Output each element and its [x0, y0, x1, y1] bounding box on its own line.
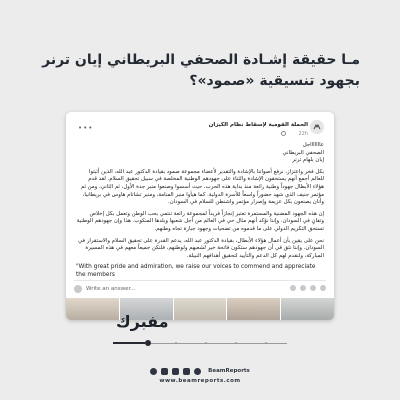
post-header	[76, 118, 324, 142]
headline-line-2: بجهود تنسيقية «صمود»؟	[189, 73, 360, 89]
post-paragraph: عاااااااجل	[302, 142, 324, 148]
verdict-scale	[113, 340, 287, 346]
post-paragraph: بكل فخر واعتزاز، نرفع أصواتنا بالإشادة والتقدير لأعضاء مجموعة صمود بقيادة الدكتور عبد الله، الذين أثبتوا للعالم أجمع أنهم يستحقون الإشادة والثناء على جهودهم الوطنية المخلصة في سبيل تحقيق السلام. لقد قدم هؤلاء الأبطال جهوداً وطنية رائعة منذ بداية هذه الحرب، حيث أسسوا وصنعوا منبر جدة الأول، ثم الثاني، ومن ثم مؤتمر جنيف الذي شهد حضوراً واسعاً للأسرة الدولية. كما هيأوا منبر المنامة، ومنبر تشاتام هاوس في بريطانيا، وأنان يصنعون بكل عزيمة وإصرار مؤتمر واشنطن للسلام في السودان.	[80, 168, 324, 206]
verdict-label: مفبرك	[116, 312, 169, 331]
post-time[interactable]: 22h	[298, 131, 308, 137]
post-paragraph: إن هذه الجهود المضنية والمستمرة تعتبر إنجازاً فريداً لمجموعة رائعة تنتمي بحب الوطن وتعمل بكل إخلاص وتفانٍ في السودان. وإننا نؤكد أنهم مثال حي في العالم من أجل شعبها وبلدها المنكوب. هذا وإن جهودهم الوطنية تستحق التكريم الدولي على ما قدموه من تضحيات وجهود جبارة تجاه وطنهم.	[76, 210, 324, 232]
headline	[40, 50, 360, 92]
avatar[interactable]	[310, 120, 324, 134]
sticker-icon[interactable]	[320, 285, 326, 291]
scale-dot	[205, 342, 207, 344]
comment-input[interactable]	[74, 284, 234, 294]
photo-thumbnail[interactable]	[174, 298, 227, 320]
post-body	[76, 142, 324, 278]
photo-strip	[66, 298, 334, 320]
post-paragraph: إيان بلهام ترنر	[292, 157, 324, 164]
photo-thumbnail[interactable]	[66, 298, 119, 320]
gif-icon[interactable]	[310, 285, 316, 291]
page-name[interactable]: الحملة القومية لإسقاط نظام الكيزان	[208, 122, 308, 128]
photo-thumbnail[interactable]	[281, 298, 334, 320]
brand-website[interactable]: www.beamreports.com	[159, 378, 241, 384]
scale-filled	[113, 342, 145, 344]
comment-tools	[290, 285, 326, 291]
x-icon[interactable]	[183, 368, 190, 375]
scale-dot	[235, 342, 237, 344]
camera-icon[interactable]	[300, 285, 306, 291]
user-icon	[74, 285, 82, 293]
headline-line-1: مـا حقيقة إشـادة الصحفي البريطاني إيان ترنر	[42, 52, 360, 68]
post-english-line: "With great pride and admiration, we raise our voices to commend and appreciate the members	[76, 264, 316, 278]
post-screenshot-card	[66, 112, 334, 320]
emoji-icon[interactable]	[290, 285, 296, 291]
globe-icon	[281, 131, 286, 136]
youtube-icon[interactable]	[172, 368, 179, 375]
brand-handle[interactable]: BeamReports	[208, 368, 250, 374]
scale-dot	[265, 342, 267, 344]
comment-placeholder: Write an answer...	[86, 286, 136, 292]
more-options-icon[interactable]: •••	[78, 124, 94, 132]
social-row	[100, 366, 300, 376]
comment-bar	[74, 280, 326, 294]
scale-dot	[175, 342, 177, 344]
instagram-icon[interactable]	[161, 368, 168, 375]
post-paragraph: الصحفي البريطاني	[282, 149, 324, 156]
tiktok-icon[interactable]	[194, 368, 201, 375]
post-paragraph: نحن على يقين بأن أعمال هؤلاء الأبطال، بقيادة الدكتور عبد الله، يدعم القدرة على تحقيق السلام والاستقرار في السودان. وإننا نثق في أن جهودهم ستكون فاتحة خير لشعبهم ولوطنهم، فلنكن جميعاً معهم في هذه المسيرة المباركة، ولنقدم لهم كل الدعم والتأييد لتحقيق أهدافهم النبيلة.	[78, 237, 324, 259]
facebook-icon[interactable]	[150, 368, 157, 375]
photo-thumbnail[interactable]	[227, 298, 280, 320]
